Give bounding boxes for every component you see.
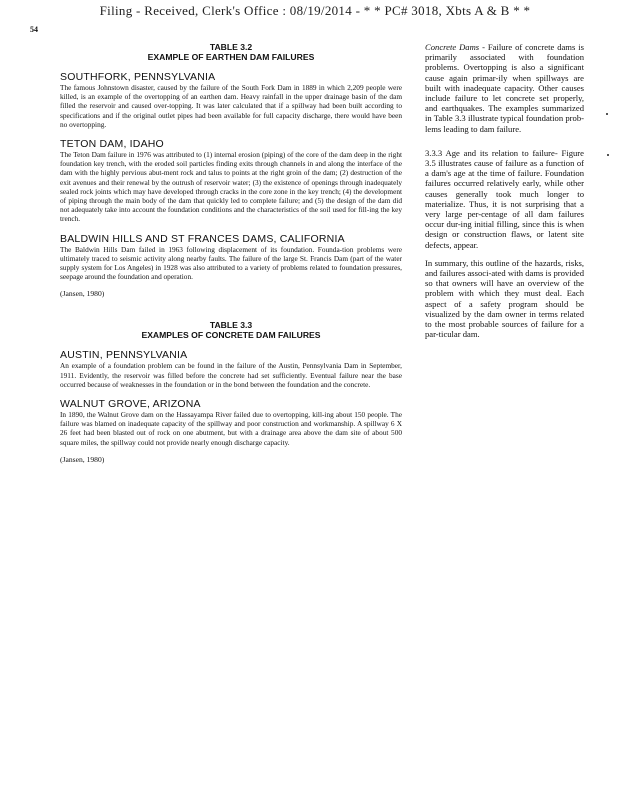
paragraph-summary: In summary, this outline of the hazards, risks, and failures associ-ated with dams is provided so that owners will have an overview of the problem with which they must deal. Each aspect of a safety program should be visualized by the dam owner in terms related to the most probable sources of failure for a par-ticular dam. bbox=[425, 257, 584, 340]
section-text-baldwin-hills: The Baldwin Hills Dam failed in 1963 following displacement of its foundation. Founda-tion problems were ultimately traced to seismic activity along nearby faults. The failure of the large St. Francis Dam (part of the water supply system for Los Angeles) in 1928 was also attributed to a variety of problems related to foundation pressures, seepage around the foundation and operation. bbox=[60, 244, 402, 282]
paragraph-age-relation: 3.3.3 Age and its relation to failure- Figure 3.5 illustrates cause of failure as a function of a dam's age at the time of failure. Foundation failures occurred relatively early, while other causes generally took much longer to materialize. Thus, it is not surprising that a very large per-centage of all dam failures occur dur-ing initial filling, since this is when design or construction flaws, or latent site defects, appear. bbox=[425, 147, 584, 250]
right-column bbox=[425, 42, 584, 339]
filing-stamp-header: Filing - Received, Clerk's Office : 08/19/2014 - * * PC# 3018, Xbts A & B * * bbox=[99, 3, 531, 18]
section-text-teton: The Teton Dam failure in 1976 was attributed to (1) internal erosion (piping) of the core of the dam deep in the right foundation key trench, with the eroded soil particles finding exits through channels in and along the interface of the dam with the highly pervious abut-ment rock and talus to points at the right groin of the dam; (2) destruction of the exit avenues and their renewal by the outrush of reservoir water; (3) the existence of openings through inadequately sealed rock joints which may have developed through cracks in the core zone in the key trench; (4) the development of piping through the main body of the dam that quickly led to complete failure; and (5) the design of the dam did not adequately take into account the foundation conditions and the characteristics of the soil used for fill-ing the key trench. bbox=[60, 150, 402, 224]
table-3-2-number: TABLE 3.2 bbox=[209, 42, 253, 52]
citation-table-3-2: (Jansen, 1980) bbox=[60, 289, 105, 299]
table-3-2-title: EXAMPLE OF EARTHEN DAM FAILURES bbox=[147, 52, 315, 62]
paragraph-concrete-dams bbox=[425, 42, 584, 134]
section-text-austin: An example of a foundation problem can be found in the failure of the Austin, Pennsylvania Dam in September, 1911. Evidently, the reservoir was filled before the concrete had set sufficiently. Eventual failure near the base occurred because of weaknesses in the foundation or in the bond between the foundation and the concrete. bbox=[60, 361, 402, 389]
section-heading-austin: AUSTIN, PENNSYLVANIA bbox=[60, 349, 188, 362]
section-heading-baldwin-hills: BALDWIN HILLS AND ST FRANCES DAMS, CALIFORNIA bbox=[60, 232, 345, 245]
page-number: 54 bbox=[30, 25, 38, 34]
citation-table-3-3: (Jansen, 1980) bbox=[60, 454, 105, 464]
section-text-southfork: The famous Johnstown disaster, caused by the failure of the South Fork Dam in 1889 in which 2,209 people were killed, is an example of the overtopping of an earthen dam. Heavy rainfall in the upper drainage basin of the dam filled the reservoir and caused over-topping. It was later calculated that if a spillway had been built according to specifications and if the original outlet pipes had been available for full capacity discharge, there would have been no overtopping. bbox=[60, 83, 402, 129]
left-column bbox=[60, 42, 402, 464]
concrete-dams-text: - Failure of concrete dams is primarily associated with foundation problems. Overtopping is also a significant cause again primar-ily when spillways are built with inadequate capacity. Other causes include failure to let concrete set properly, and earthquakes. The examples summarized in Table 3.3 illustrate typical foundation prob-lems leading to dam failure. bbox=[425, 42, 584, 134]
scan-speck bbox=[607, 154, 609, 156]
section-heading-teton: TETON DAM, IDAHO bbox=[60, 138, 164, 151]
section-heading-walnut-grove: WALNUT GROVE, ARIZONA bbox=[60, 398, 201, 411]
scan-speck bbox=[606, 113, 608, 115]
concrete-dams-italic-term: Concrete Dams bbox=[425, 42, 480, 52]
table-3-3-title: EXAMPLES OF CONCRETE DAM FAILURES bbox=[141, 330, 321, 341]
table-3-3-number: TABLE 3.3 bbox=[209, 320, 253, 331]
section-heading-southfork: SOUTHFORK, PENNSYLVANIA bbox=[60, 71, 216, 83]
section-text-walnut-grove: In 1890, the Walnut Grove dam on the Hassayampa River failed due to overtopping, kill-ing about 150 people. The failure was blamed on inadequate capacity of the spillway and poor construction and workmanship. A spillway 6 X 26 feet had been blasted out of rock on one abutment, but with a drainage area above the dam site of about 500 square miles, the spillway could not provide nearly enough discharge capacity. bbox=[60, 410, 402, 447]
